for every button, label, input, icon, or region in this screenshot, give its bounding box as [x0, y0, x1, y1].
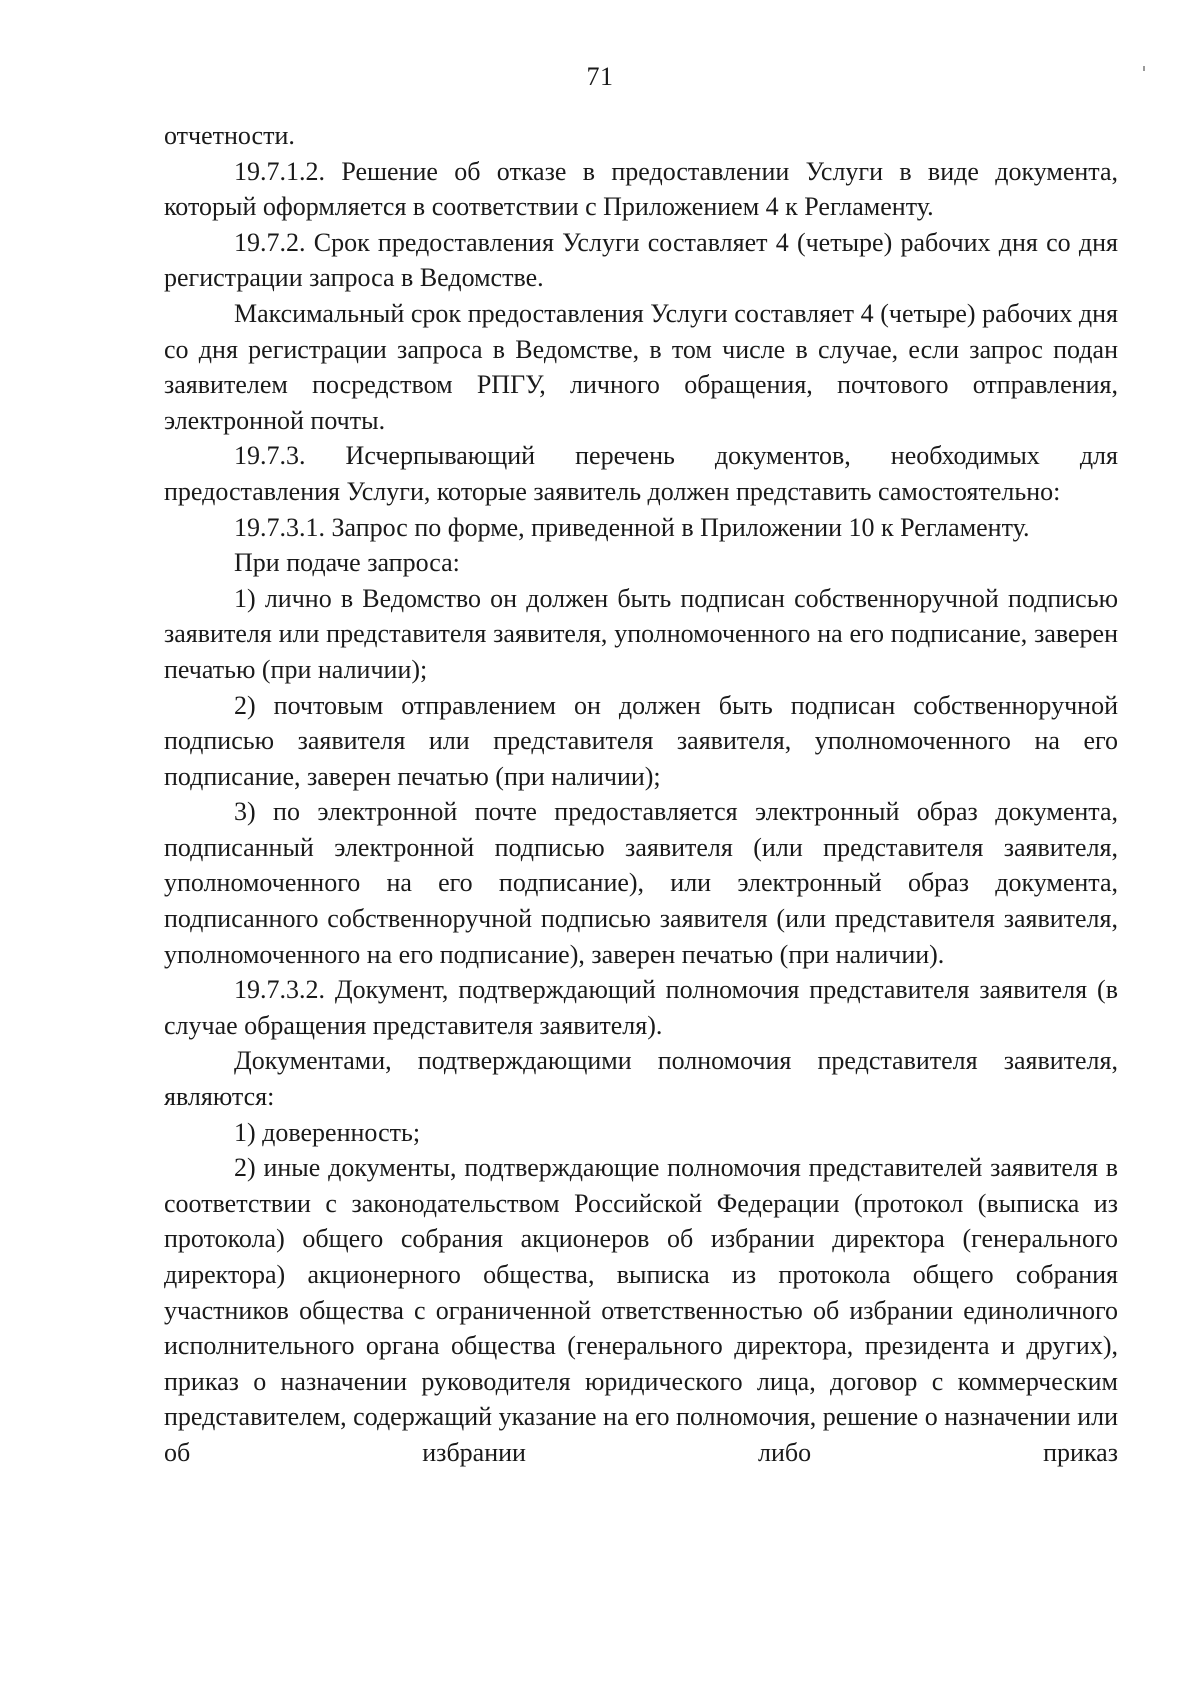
list-item-2-other-documents: 2) иные документы, подтверждающие полномочия представителей заявителя в соответствии с законодательством Российской Федерации (протокол (выписка из протокола) общего собрания акционеров об избрании директора (генерального директора) акционерного общества, выписка из протокола общего собрания участников общества с ограниченной ответственностью об избрании единоличного исполнительного органа общества (генерального директора, президента и других), приказ о назначении руководителя юридического лица, договор с коммерческим представителем, содержащий указание на его полномочия, решение о назначении или об избрании либо приказ	[164, 1153, 1119, 1467]
paragraph-submission-intro: При подаче запроса:	[234, 548, 460, 578]
paragraph-authority-documents: Документами, подтверждающими полномочия представителя заявителя, являются:	[164, 1046, 1118, 1112]
document-body	[164, 118, 1118, 1471]
page-number: 71	[586, 62, 614, 91]
paragraph-max-term: Максимальный срок предоставления Услуги составляет 4 (четыре) рабочих дня со дня регистрации запроса в Ведомстве, в том числе в случае, если запрос подан заявителем посредством РПГУ, личного обращения, почтового отправления, электронной почты.	[164, 298, 1118, 435]
list-item-3-by-email: 3) по электронной почте предоставляется электронный образ документа, подписанный электронной подписью заявителя (или представителя заявителя, уполномоченного на его подписание), или электронный образ документа, подписанного собственноручной подписью заявителя (или представителя заявителя, уполномоченного на его подписание), заверен печатью (при наличии).	[164, 797, 1118, 969]
paragraph-continuation: отчетности.	[164, 121, 295, 150]
list-item-1-in-person: 1) лично в Ведомство он должен быть подписан собственноручной подписью заявителя или представителя заявителя, уполномоченного на его подписание, заверен печатью (при наличии);	[164, 583, 1118, 684]
paragraph-19-7-3-2: 19.7.3.2. Документ, подтверждающий полномочия представителя заявителя (в случае обращения представителя заявителя).	[164, 975, 1118, 1040]
scan-artifact-mark	[1143, 66, 1145, 71]
paragraph-19-7-2: 19.7.2. Срок предоставления Услуги составляет 4 (четыре) рабочих дня со дня регистрации запроса в Ведомстве.	[164, 227, 1118, 293]
paragraph-19-7-3-1: 19.7.3.1. Запрос по форме, приведенной в Приложении 10 к Регламенту.	[234, 512, 1030, 542]
paragraph-19-7-1-2: 19.7.1.2. Решение об отказе в предоставлении Услуги в виде документа, который оформляется в соответствии с Приложением 4 к Регламенту.	[164, 156, 1118, 222]
list-item-1-power-of-attorney: 1) доверенность;	[234, 1117, 421, 1147]
paragraph-19-7-3: 19.7.3. Исчерпывающий перечень документов, необходимых для предоставления Услуги, которые заявитель должен представить самостоятельно:	[164, 441, 1118, 506]
list-item-2-by-post: 2) почтовым отправлением он должен быть подписан собственноручной подписью заявителя или представителя заявителя, уполномоченного на его подписание, заверен печатью (при наличии);	[164, 690, 1118, 791]
